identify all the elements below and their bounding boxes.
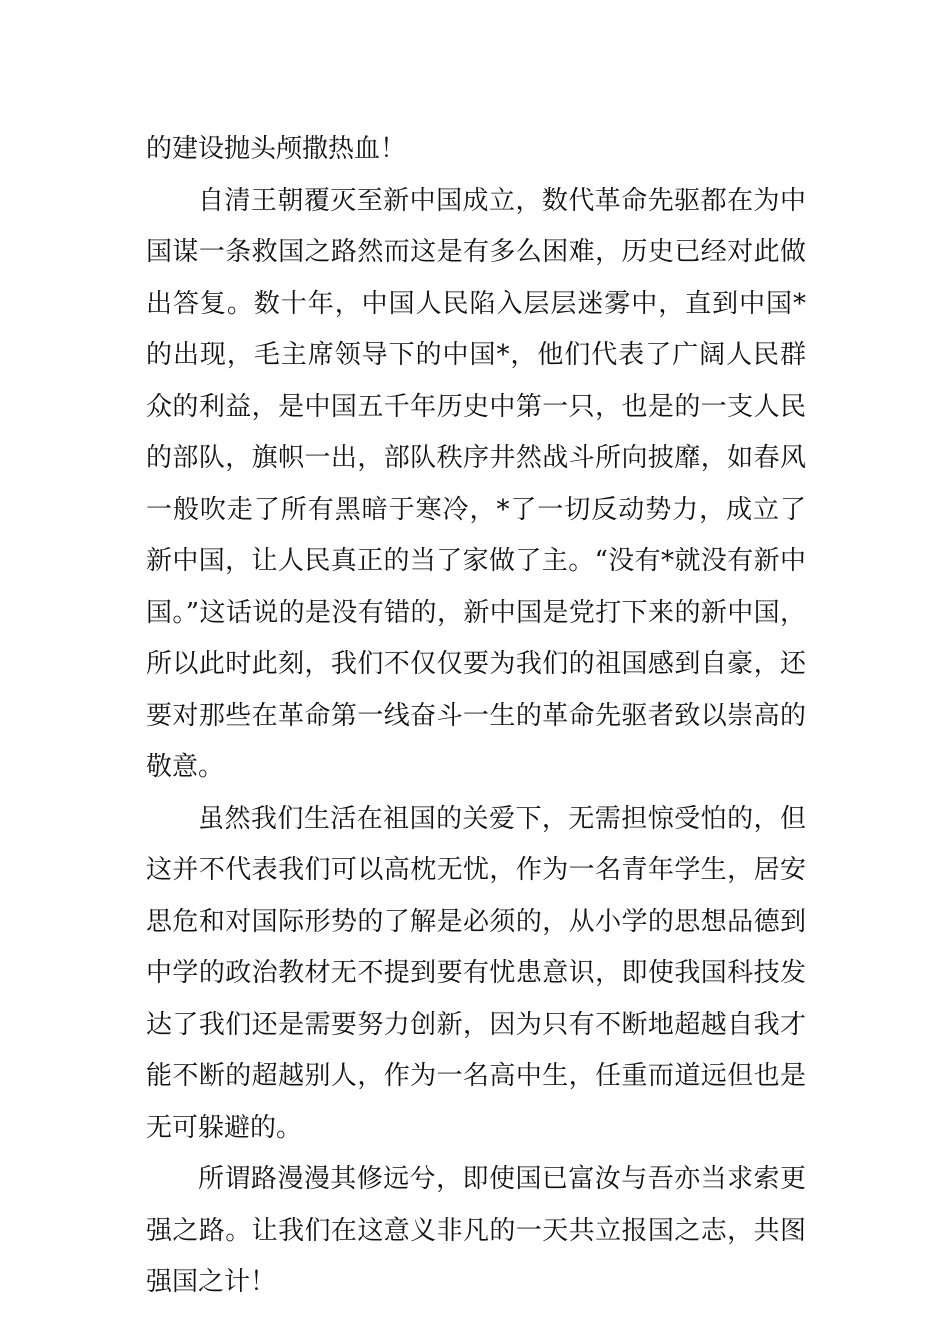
document-body: [146, 124, 806, 1309]
paragraph-1: 的建设抛头颅撒热血！: [146, 134, 407, 164]
paragraph-3: 虽然我们生活在祖国的关爱下，无需担惊受怕的，但这并不代表我们可以高枕无忧，作为一名青年学生，居安思危和对国际形势的了解是必须的，从小学的思想品德到中学的政治教材无不提到要有忧患意识，即使我国科技发达了我们还是需要努力创新，因为只有不断地超越自我才能不断的超越别人，作为一名高中生，任重而道远但也是无可躲避的。: [146, 803, 806, 1143]
paragraph-4: 所谓路漫漫其修远兮，即使国已富汝与吾亦当求索更强之路。让我们在这意义非凡的一天共立报国之志，共图强国之计！: [146, 1164, 806, 1297]
paragraph-2: 自清王朝覆灭至新中国成立，数代革命先驱都在为中国谋一条救国之路然而这是有多么困难，历史已经对此做出答复。数十年，中国人民陷入层层迷雾中，直到中国*的出现，毛主席领导下的中国*，他们代表了广阔人民群众的利益，是中国五千年历史中第一只，也是的一支人民的部队，旗帜一出，部队秩序井然战斗所向披靡，如春风一般吹走了所有黑暗于寒冷，*了一切反动势力，成立了新中国，让人民真正的当了家做了主。“没有*就没有新中国。”这话说的是没有错的，新中国是党打下来的新中国，所以此时此刻，我们不仅仅要为我们的祖国感到自豪，还要对那些在革命第一线奋斗一生的革命先驱者致以崇高的敬意。: [146, 185, 806, 782]
